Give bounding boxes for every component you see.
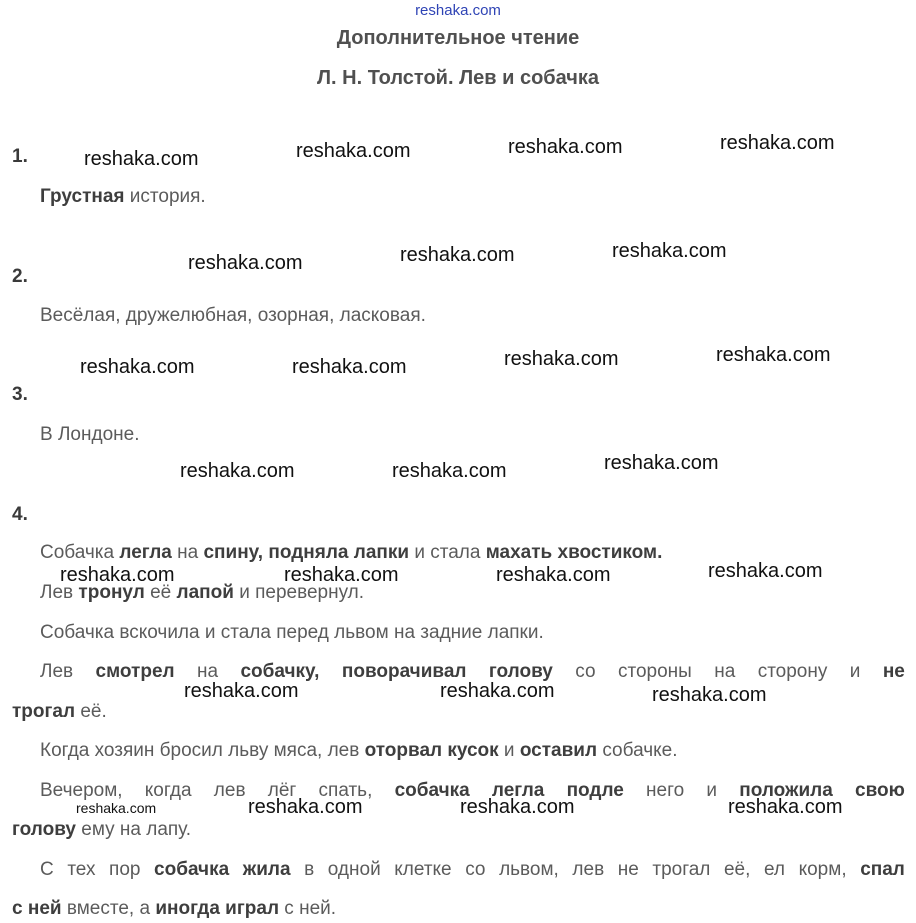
watermark: reshaka.com (284, 564, 399, 586)
top-watermark: reshaka.com (415, 2, 501, 19)
watermark: reshaka.com (296, 140, 411, 162)
watermark: reshaka.com (612, 240, 727, 262)
watermark: reshaka.com (184, 680, 299, 702)
paragraph-4-line-1: Лев смотрел на собачку, поворачивал голову со стороны на сторону и не (40, 661, 905, 682)
paragraph-6-line-2: голову ему на лапу. (12, 819, 192, 840)
watermark: reshaka.com (720, 132, 835, 154)
paragraph-3: Собачка вскочила и стала перед львом на задние лапки. (40, 622, 544, 643)
answer-3-text: В Лондоне. (40, 424, 140, 445)
watermark: reshaka.com (708, 560, 823, 582)
paragraph-2: Лев тронул её лапой и перевернул. (40, 582, 365, 603)
watermark: reshaka.com (460, 796, 575, 818)
watermark: reshaka.com (188, 252, 303, 274)
answer-1-bold: Грустная (40, 186, 125, 207)
watermark: reshaka.com (84, 148, 199, 170)
watermark: reshaka.com (496, 564, 611, 586)
watermark: reshaka.com (604, 452, 719, 474)
answer-number-1: 1. (12, 146, 28, 167)
answer-1-text (40, 186, 206, 208)
watermark: reshaka.com (504, 348, 619, 370)
answer-number-3: 3. (12, 384, 28, 405)
page-subtitle: Л. Н. Толстой. Лев и собачка (316, 67, 600, 89)
watermark: reshaka.com (440, 680, 555, 702)
watermark: reshaka.com (508, 136, 623, 158)
watermark: reshaka.com (292, 356, 407, 378)
watermark: reshaka.com (392, 460, 507, 482)
watermark: reshaka.com (180, 460, 295, 482)
paragraph-1: Собачка легла на спину, подняла лапки и стала махать хвостиком. (40, 542, 663, 563)
paragraph-6-line-1: Вечером, когда лев лёг спать, собачка легла подле него и положила свою (40, 780, 905, 801)
paragraph-5: Когда хозяин бросил льву мяса, лев оторвал кусок и оставил собачке. (40, 740, 678, 761)
answer-2-text: Весёлая, дружелюбная, озорная, ласковая. (40, 305, 426, 326)
paragraph-7-line-1: С тех пор собачка жила в одной клетке со львом, лев не трогал её, ел корм, спал (40, 859, 905, 880)
answer-number-2: 2. (12, 266, 28, 287)
watermark: reshaka.com (400, 244, 515, 266)
paragraph-7-line-2: с ней вместе, а иногда играл с ней. (12, 898, 337, 919)
watermark: reshaka.com (248, 796, 363, 818)
watermark: reshaka.com (80, 356, 195, 378)
page-title: Дополнительное чтение (336, 27, 580, 49)
paragraph-4-line-2: трогал её. (12, 701, 107, 722)
watermark: reshaka.com (716, 344, 831, 366)
watermark: reshaka.com (60, 564, 175, 586)
watermark: reshaka.com (652, 684, 767, 706)
watermark: reshaka.com (76, 800, 157, 816)
watermark: reshaka.com (728, 796, 843, 818)
answer-1-rest: история. (124, 186, 206, 207)
answer-number-4: 4. (12, 504, 28, 525)
